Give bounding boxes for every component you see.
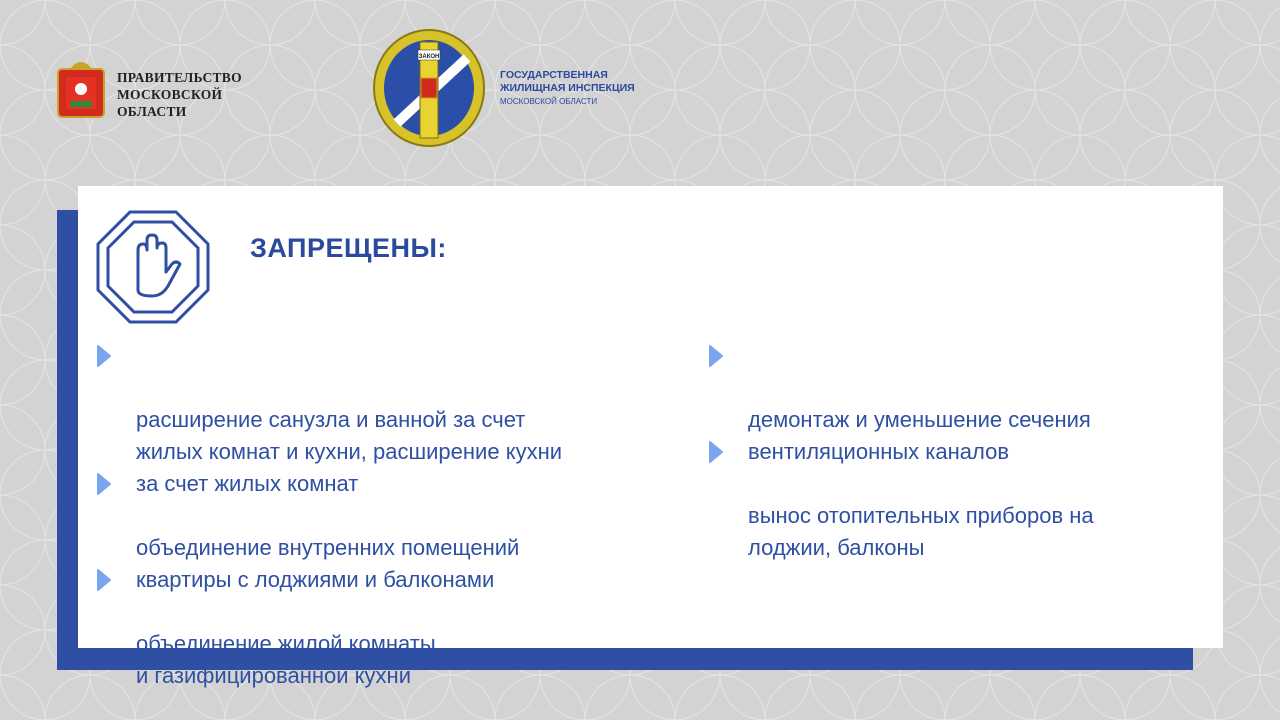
- inspection-name: [500, 69, 635, 108]
- stop-hand-icon: [96, 210, 210, 324]
- bullet-triangle-icon: [96, 568, 112, 592]
- gov-name-line: ПРАВИТЕЛЬСТВО: [117, 70, 242, 85]
- inspection-region: МОСКОВСКОЙ ОБЛАСТИ: [500, 97, 598, 106]
- list-item: [748, 436, 1094, 564]
- emblem-text: ЗАКОН: [418, 54, 440, 60]
- bullet-triangle-icon: [708, 344, 724, 368]
- list-item-text: демонтаж и уменьшение сечения вентиляционных каналов: [748, 407, 1091, 464]
- gov-name-line: ОБЛАСТИ: [117, 104, 187, 119]
- bullet-triangle-icon: [96, 344, 112, 368]
- page-title: ЗАПРЕЩЕНЫ:: [250, 233, 447, 263]
- list-item-text: объединение внутренних помещений квартиры с лоджиями и балконами: [136, 535, 520, 592]
- list-item-text: вынос отопительных приборов на лоджии, балконы: [748, 503, 1094, 560]
- bullet-triangle-icon: [708, 440, 724, 464]
- bullet-triangle-icon: [96, 472, 112, 496]
- gov-name-line: МОСКОВСКОЙ: [117, 87, 223, 102]
- list-item: [136, 564, 436, 692]
- government-name: [117, 69, 242, 120]
- accent-bar-left: [57, 210, 79, 670]
- moscow-region-coat-of-arms-icon: [56, 55, 106, 119]
- inspection-name-line: ЖИЛИЩНАЯ ИНСПЕКЦИЯ: [500, 82, 635, 94]
- housing-inspection-emblem-icon: [372, 28, 486, 150]
- list-item-text: расширение санузла и ванной за счет жилых комнат и кухни, расширение кухни за счет жилых комнат: [136, 407, 563, 496]
- inspection-name-line: ГОСУДАРСТВЕННАЯ: [500, 69, 608, 81]
- list-item-text: объединение жилой комнаты и газифицированной кухни: [136, 631, 436, 688]
